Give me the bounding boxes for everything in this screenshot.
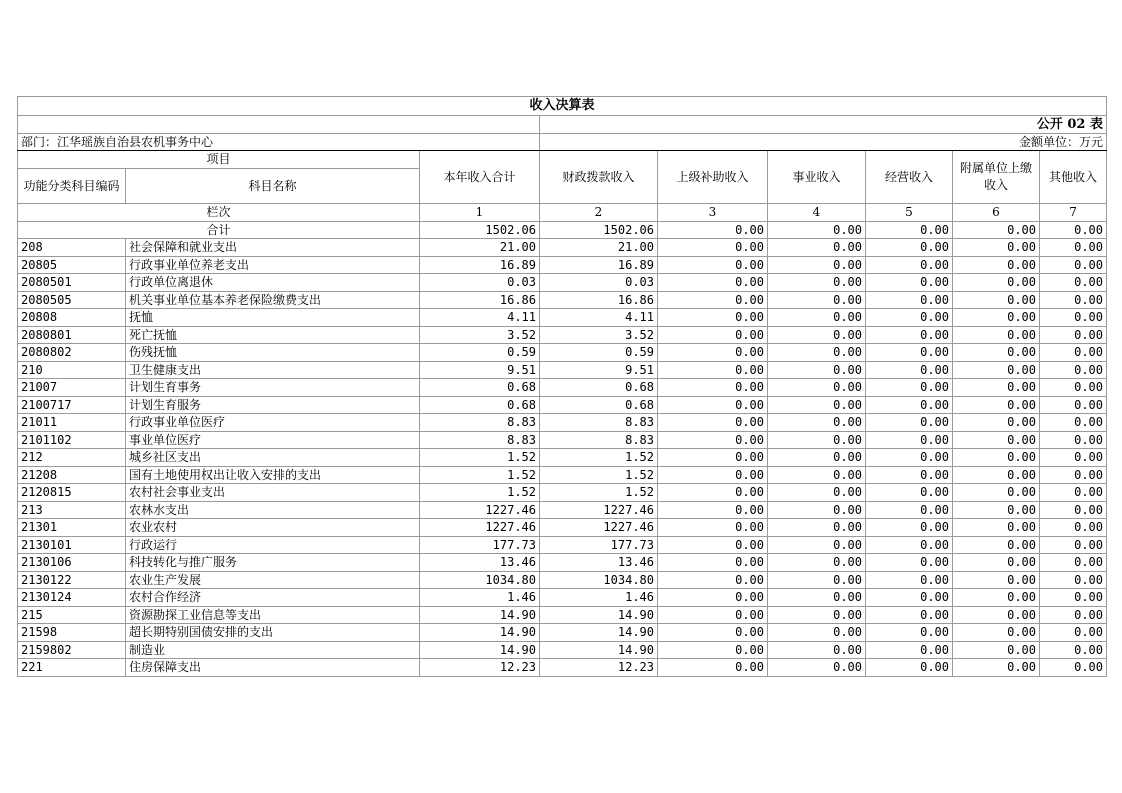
amount-cell: 0.68 bbox=[540, 379, 658, 397]
amount-cell: 0.00 bbox=[768, 396, 866, 414]
subject-code: 21208 bbox=[18, 466, 126, 484]
subject-code: 215 bbox=[18, 606, 126, 624]
amount-cell: 0.00 bbox=[658, 449, 768, 467]
amount-cell: 0.03 bbox=[420, 274, 540, 292]
amount-cell: 0.00 bbox=[1040, 361, 1107, 379]
header-superior-subsidy: 上级补助收入 bbox=[658, 151, 768, 204]
subject-name: 超长期特别国债安排的支出 bbox=[126, 624, 420, 642]
total-value: 1502.06 bbox=[540, 221, 658, 239]
amount-cell: 0.00 bbox=[866, 519, 953, 537]
table-title: 收入决算表 bbox=[18, 97, 1107, 116]
amount-cell: 0.00 bbox=[953, 309, 1040, 327]
table-row bbox=[18, 396, 1107, 414]
header-other-income: 其他收入 bbox=[1040, 151, 1107, 204]
amount-cell: 0.00 bbox=[866, 536, 953, 554]
total-label: 合计 bbox=[18, 221, 420, 239]
subject-code: 2120815 bbox=[18, 484, 126, 502]
amount-cell: 0.00 bbox=[866, 239, 953, 257]
column-number: 1 bbox=[420, 204, 540, 222]
amount-cell: 0.68 bbox=[540, 396, 658, 414]
amount-cell: 8.83 bbox=[540, 414, 658, 432]
amount-cell: 0.00 bbox=[1040, 501, 1107, 519]
subject-name: 事业单位医疗 bbox=[126, 431, 420, 449]
amount-cell: 0.00 bbox=[768, 641, 866, 659]
amount-cell: 0.00 bbox=[953, 414, 1040, 432]
amount-cell: 0.00 bbox=[953, 326, 1040, 344]
amount-cell: 0.00 bbox=[953, 239, 1040, 257]
amount-cell: 0.00 bbox=[658, 484, 768, 502]
table-row bbox=[18, 379, 1107, 397]
subject-code: 21011 bbox=[18, 414, 126, 432]
amount-cell: 0.00 bbox=[866, 554, 953, 572]
amount-cell: 0.00 bbox=[866, 589, 953, 607]
amount-cell: 0.00 bbox=[658, 379, 768, 397]
header-affiliated-income: 附属单位上缴收入 bbox=[953, 151, 1040, 204]
header-fiscal-appropriation: 财政拨款收入 bbox=[540, 151, 658, 204]
amount-cell: 0.00 bbox=[768, 361, 866, 379]
amount-cell: 0.00 bbox=[658, 291, 768, 309]
amount-cell: 1.52 bbox=[540, 484, 658, 502]
subject-name: 农村社会事业支出 bbox=[126, 484, 420, 502]
amount-cell: 8.83 bbox=[420, 431, 540, 449]
amount-cell: 13.46 bbox=[540, 554, 658, 572]
amount-cell: 0.59 bbox=[420, 344, 540, 362]
amount-cell: 0.00 bbox=[768, 554, 866, 572]
subject-name: 农业生产发展 bbox=[126, 571, 420, 589]
total-value: 0.00 bbox=[1040, 221, 1107, 239]
subject-code: 2130106 bbox=[18, 554, 126, 572]
header-subject-name: 科目名称 bbox=[126, 169, 420, 204]
subject-code: 221 bbox=[18, 659, 126, 677]
table-row bbox=[18, 659, 1107, 677]
subject-code: 2080801 bbox=[18, 326, 126, 344]
amount-cell: 0.00 bbox=[953, 554, 1040, 572]
amount-cell: 8.83 bbox=[420, 414, 540, 432]
subject-code: 20808 bbox=[18, 309, 126, 327]
amount-cell: 0.00 bbox=[768, 239, 866, 257]
amount-cell: 0.00 bbox=[866, 624, 953, 642]
header-operating-income: 经营收入 bbox=[866, 151, 953, 204]
subject-name: 住房保障支出 bbox=[126, 659, 420, 677]
amount-cell: 0.00 bbox=[1040, 589, 1107, 607]
amount-cell: 0.00 bbox=[658, 431, 768, 449]
header-function-code: 功能分类科目编码 bbox=[18, 169, 126, 204]
amount-cell: 0.00 bbox=[768, 571, 866, 589]
subject-code: 213 bbox=[18, 501, 126, 519]
amount-cell: 0.00 bbox=[1040, 624, 1107, 642]
amount-cell: 1227.46 bbox=[540, 501, 658, 519]
income-final-accounts-sheet bbox=[17, 96, 1106, 677]
total-value: 0.00 bbox=[866, 221, 953, 239]
amount-cell: 0.00 bbox=[658, 571, 768, 589]
table-row bbox=[18, 256, 1107, 274]
subject-name: 行政单位离退休 bbox=[126, 274, 420, 292]
amount-cell: 0.00 bbox=[866, 396, 953, 414]
table-row bbox=[18, 484, 1107, 502]
amount-cell: 4.11 bbox=[540, 309, 658, 327]
amount-cell: 0.03 bbox=[540, 274, 658, 292]
amount-cell: 0.59 bbox=[540, 344, 658, 362]
total-value: 0.00 bbox=[768, 221, 866, 239]
amount-cell: 0.00 bbox=[1040, 431, 1107, 449]
form-number: 公开 02 表 bbox=[540, 116, 1107, 134]
table-row bbox=[18, 239, 1107, 257]
subject-name: 制造业 bbox=[126, 641, 420, 659]
amount-cell: 14.90 bbox=[540, 641, 658, 659]
amount-cell: 0.00 bbox=[768, 589, 866, 607]
amount-cell: 0.00 bbox=[658, 396, 768, 414]
subject-code: 2080501 bbox=[18, 274, 126, 292]
subject-name: 行政运行 bbox=[126, 536, 420, 554]
amount-cell: 0.00 bbox=[953, 274, 1040, 292]
table-row bbox=[18, 536, 1107, 554]
amount-cell: 0.00 bbox=[953, 344, 1040, 362]
amount-cell: 0.00 bbox=[768, 536, 866, 554]
amount-cell: 0.00 bbox=[658, 554, 768, 572]
amount-cell: 14.90 bbox=[540, 624, 658, 642]
amount-cell: 0.00 bbox=[658, 641, 768, 659]
amount-cell: 0.00 bbox=[658, 414, 768, 432]
amount-cell: 0.00 bbox=[953, 484, 1040, 502]
subject-code: 2130122 bbox=[18, 571, 126, 589]
amount-cell: 0.00 bbox=[953, 256, 1040, 274]
amount-cell: 0.00 bbox=[866, 449, 953, 467]
amount-cell: 0.00 bbox=[866, 571, 953, 589]
subject-name: 机关事业单位基本养老保险缴费支出 bbox=[126, 291, 420, 309]
amount-cell: 1034.80 bbox=[540, 571, 658, 589]
amount-cell: 12.23 bbox=[540, 659, 658, 677]
subject-code: 2080505 bbox=[18, 291, 126, 309]
amount-cell: 0.00 bbox=[1040, 659, 1107, 677]
income-table bbox=[17, 96, 1107, 677]
subject-name: 科技转化与推广服务 bbox=[126, 554, 420, 572]
table-row bbox=[18, 414, 1107, 432]
amount-cell: 14.90 bbox=[420, 606, 540, 624]
amount-cell: 0.00 bbox=[953, 466, 1040, 484]
amount-cell: 0.00 bbox=[768, 606, 866, 624]
table-row bbox=[18, 624, 1107, 642]
amount-cell: 16.86 bbox=[420, 291, 540, 309]
amount-cell: 0.00 bbox=[768, 484, 866, 502]
amount-cell: 0.00 bbox=[1040, 326, 1107, 344]
amount-cell: 0.00 bbox=[866, 309, 953, 327]
amount-cell: 0.00 bbox=[953, 431, 1040, 449]
amount-cell: 0.00 bbox=[1040, 239, 1107, 257]
amount-cell: 0.00 bbox=[953, 571, 1040, 589]
amount-cell: 0.00 bbox=[1040, 379, 1107, 397]
amount-cell: 0.00 bbox=[658, 659, 768, 677]
header-business-income: 事业收入 bbox=[768, 151, 866, 204]
amount-cell: 16.86 bbox=[540, 291, 658, 309]
amount-cell: 0.00 bbox=[768, 274, 866, 292]
column-number-row bbox=[18, 204, 1107, 222]
amount-cell: 0.00 bbox=[768, 256, 866, 274]
subject-code: 2080802 bbox=[18, 344, 126, 362]
amount-cell: 0.00 bbox=[658, 466, 768, 484]
amount-cell: 0.00 bbox=[768, 344, 866, 362]
table-row bbox=[18, 449, 1107, 467]
subject-code: 21301 bbox=[18, 519, 126, 537]
amount-cell: 0.00 bbox=[768, 431, 866, 449]
amount-cell: 4.11 bbox=[420, 309, 540, 327]
amount-cell: 0.00 bbox=[658, 624, 768, 642]
amount-cell: 177.73 bbox=[540, 536, 658, 554]
amount-cell: 0.00 bbox=[658, 256, 768, 274]
column-number: 6 bbox=[953, 204, 1040, 222]
subject-code: 21007 bbox=[18, 379, 126, 397]
total-row bbox=[18, 221, 1107, 239]
table-row bbox=[18, 501, 1107, 519]
amount-cell: 0.00 bbox=[953, 606, 1040, 624]
amount-cell: 0.00 bbox=[866, 466, 953, 484]
amount-cell: 9.51 bbox=[540, 361, 658, 379]
amount-cell: 0.00 bbox=[866, 606, 953, 624]
header-item: 项目 bbox=[18, 151, 420, 169]
subject-name: 社会保障和就业支出 bbox=[126, 239, 420, 257]
amount-cell: 0.00 bbox=[658, 606, 768, 624]
amount-cell: 1227.46 bbox=[540, 519, 658, 537]
amount-cell: 0.00 bbox=[1040, 641, 1107, 659]
amount-cell: 0.00 bbox=[768, 414, 866, 432]
amount-cell: 0.00 bbox=[1040, 484, 1107, 502]
amount-cell: 0.00 bbox=[866, 344, 953, 362]
amount-cell: 0.00 bbox=[866, 414, 953, 432]
subject-name: 计划生育服务 bbox=[126, 396, 420, 414]
subject-name: 资源勘探工业信息等支出 bbox=[126, 606, 420, 624]
subject-name: 城乡社区支出 bbox=[126, 449, 420, 467]
amount-cell: 0.00 bbox=[658, 589, 768, 607]
amount-cell: 0.00 bbox=[658, 239, 768, 257]
amount-cell: 0.00 bbox=[1040, 344, 1107, 362]
amount-cell: 1.52 bbox=[420, 466, 540, 484]
subject-name: 伤残抚恤 bbox=[126, 344, 420, 362]
amount-cell: 21.00 bbox=[420, 239, 540, 257]
amount-cell: 0.00 bbox=[953, 659, 1040, 677]
amount-cell: 21.00 bbox=[540, 239, 658, 257]
column-number-label: 栏次 bbox=[18, 204, 420, 222]
subject-code: 210 bbox=[18, 361, 126, 379]
subject-name: 行政事业单位养老支出 bbox=[126, 256, 420, 274]
department-name: 部门：江华瑶族自治县农机事务中心 bbox=[18, 134, 540, 151]
table-row bbox=[18, 641, 1107, 659]
header-total-income: 本年收入合计 bbox=[420, 151, 540, 204]
table-row bbox=[18, 571, 1107, 589]
amount-cell: 0.00 bbox=[953, 624, 1040, 642]
amount-cell: 12.23 bbox=[420, 659, 540, 677]
amount-cell: 3.52 bbox=[540, 326, 658, 344]
subject-code: 21598 bbox=[18, 624, 126, 642]
table-row bbox=[18, 466, 1107, 484]
table-row bbox=[18, 326, 1107, 344]
amount-cell: 0.00 bbox=[953, 641, 1040, 659]
blank-cell bbox=[18, 116, 540, 134]
subject-code: 2130124 bbox=[18, 589, 126, 607]
amount-cell: 0.00 bbox=[768, 624, 866, 642]
amount-cell: 0.00 bbox=[1040, 571, 1107, 589]
amount-cell: 0.00 bbox=[1040, 466, 1107, 484]
amount-cell: 8.83 bbox=[540, 431, 658, 449]
subject-name: 农业农村 bbox=[126, 519, 420, 537]
table-row bbox=[18, 589, 1107, 607]
subject-code: 2130101 bbox=[18, 536, 126, 554]
subject-code: 2159802 bbox=[18, 641, 126, 659]
table-row bbox=[18, 274, 1107, 292]
amount-cell: 0.00 bbox=[866, 641, 953, 659]
amount-cell: 1.52 bbox=[420, 449, 540, 467]
column-number: 5 bbox=[866, 204, 953, 222]
amount-cell: 0.00 bbox=[953, 396, 1040, 414]
amount-cell: 9.51 bbox=[420, 361, 540, 379]
amount-cell: 1.52 bbox=[540, 466, 658, 484]
amount-cell: 0.00 bbox=[1040, 536, 1107, 554]
amount-cell: 1034.80 bbox=[420, 571, 540, 589]
amount-cell: 0.00 bbox=[953, 589, 1040, 607]
amount-cell: 0.00 bbox=[658, 344, 768, 362]
amount-cell: 0.00 bbox=[866, 361, 953, 379]
amount-cell: 0.00 bbox=[658, 519, 768, 537]
amount-cell: 0.00 bbox=[768, 449, 866, 467]
amount-cell: 0.00 bbox=[658, 309, 768, 327]
amount-cell: 0.68 bbox=[420, 396, 540, 414]
column-number: 2 bbox=[540, 204, 658, 222]
amount-cell: 0.00 bbox=[1040, 414, 1107, 432]
amount-cell: 0.00 bbox=[866, 256, 953, 274]
amount-cell: 0.00 bbox=[866, 431, 953, 449]
total-value: 1502.06 bbox=[420, 221, 540, 239]
amount-cell: 0.00 bbox=[768, 309, 866, 327]
amount-cell: 0.00 bbox=[953, 379, 1040, 397]
amount-cell: 0.00 bbox=[866, 484, 953, 502]
amount-cell: 0.00 bbox=[866, 379, 953, 397]
amount-cell: 0.00 bbox=[953, 449, 1040, 467]
amount-cell: 14.90 bbox=[420, 641, 540, 659]
amount-cell: 0.00 bbox=[658, 361, 768, 379]
amount-cell: 3.52 bbox=[420, 326, 540, 344]
amount-cell: 0.00 bbox=[953, 536, 1040, 554]
subject-name: 行政事业单位医疗 bbox=[126, 414, 420, 432]
column-number: 3 bbox=[658, 204, 768, 222]
subject-name: 农村合作经济 bbox=[126, 589, 420, 607]
amount-cell: 0.00 bbox=[768, 501, 866, 519]
amount-cell: 14.90 bbox=[540, 606, 658, 624]
amount-cell: 0.00 bbox=[1040, 309, 1107, 327]
amount-cell: 1.52 bbox=[420, 484, 540, 502]
amount-cell: 0.00 bbox=[768, 519, 866, 537]
amount-cell: 0.00 bbox=[866, 501, 953, 519]
subject-code: 2101102 bbox=[18, 431, 126, 449]
amount-cell: 0.68 bbox=[420, 379, 540, 397]
column-number: 4 bbox=[768, 204, 866, 222]
amount-cell: 0.00 bbox=[768, 466, 866, 484]
subject-name: 卫生健康支出 bbox=[126, 361, 420, 379]
amount-cell: 0.00 bbox=[658, 326, 768, 344]
subject-name: 死亡抚恤 bbox=[126, 326, 420, 344]
amount-cell: 1.46 bbox=[540, 589, 658, 607]
amount-cell: 1.52 bbox=[540, 449, 658, 467]
subject-name: 国有土地使用权出让收入安排的支出 bbox=[126, 466, 420, 484]
title-row bbox=[18, 97, 1107, 116]
subject-name: 抚恤 bbox=[126, 309, 420, 327]
subject-code: 2100717 bbox=[18, 396, 126, 414]
amount-cell: 14.90 bbox=[420, 624, 540, 642]
header-row-1 bbox=[18, 151, 1107, 169]
amount-cell: 0.00 bbox=[658, 274, 768, 292]
amount-cell: 0.00 bbox=[866, 274, 953, 292]
amount-cell: 16.89 bbox=[420, 256, 540, 274]
amount-cell: 0.00 bbox=[1040, 519, 1107, 537]
subject-code: 208 bbox=[18, 239, 126, 257]
amount-cell: 0.00 bbox=[1040, 274, 1107, 292]
subject-name: 农林水支出 bbox=[126, 501, 420, 519]
amount-cell: 13.46 bbox=[420, 554, 540, 572]
amount-cell: 0.00 bbox=[866, 326, 953, 344]
table-row bbox=[18, 606, 1107, 624]
subject-name: 计划生育事务 bbox=[126, 379, 420, 397]
subject-code: 20805 bbox=[18, 256, 126, 274]
total-value: 0.00 bbox=[953, 221, 1040, 239]
amount-cell: 0.00 bbox=[768, 379, 866, 397]
table-row bbox=[18, 361, 1107, 379]
amount-cell: 0.00 bbox=[1040, 554, 1107, 572]
amount-cell: 0.00 bbox=[768, 291, 866, 309]
amount-cell: 0.00 bbox=[953, 361, 1040, 379]
amount-cell: 0.00 bbox=[866, 291, 953, 309]
amount-unit: 金额单位：万元 bbox=[540, 134, 1107, 151]
amount-cell: 0.00 bbox=[658, 536, 768, 554]
amount-cell: 0.00 bbox=[953, 291, 1040, 309]
amount-cell: 1227.46 bbox=[420, 501, 540, 519]
amount-cell: 177.73 bbox=[420, 536, 540, 554]
subject-code: 212 bbox=[18, 449, 126, 467]
form-number-row bbox=[18, 116, 1107, 134]
amount-cell: 1.46 bbox=[420, 589, 540, 607]
amount-cell: 0.00 bbox=[768, 326, 866, 344]
amount-cell: 0.00 bbox=[1040, 606, 1107, 624]
table-row bbox=[18, 554, 1107, 572]
amount-cell: 0.00 bbox=[768, 659, 866, 677]
amount-cell: 1227.46 bbox=[420, 519, 540, 537]
amount-cell: 0.00 bbox=[1040, 256, 1107, 274]
total-value: 0.00 bbox=[658, 221, 768, 239]
amount-cell: 0.00 bbox=[866, 659, 953, 677]
amount-cell: 0.00 bbox=[953, 519, 1040, 537]
amount-cell: 0.00 bbox=[1040, 396, 1107, 414]
table-row bbox=[18, 309, 1107, 327]
table-row bbox=[18, 344, 1107, 362]
amount-cell: 0.00 bbox=[1040, 449, 1107, 467]
column-number: 7 bbox=[1040, 204, 1107, 222]
table-row bbox=[18, 291, 1107, 309]
amount-cell: 0.00 bbox=[658, 501, 768, 519]
department-row bbox=[18, 134, 1107, 151]
amount-cell: 0.00 bbox=[953, 501, 1040, 519]
amount-cell: 0.00 bbox=[1040, 291, 1107, 309]
table-row bbox=[18, 519, 1107, 537]
table-row bbox=[18, 431, 1107, 449]
amount-cell: 16.89 bbox=[540, 256, 658, 274]
